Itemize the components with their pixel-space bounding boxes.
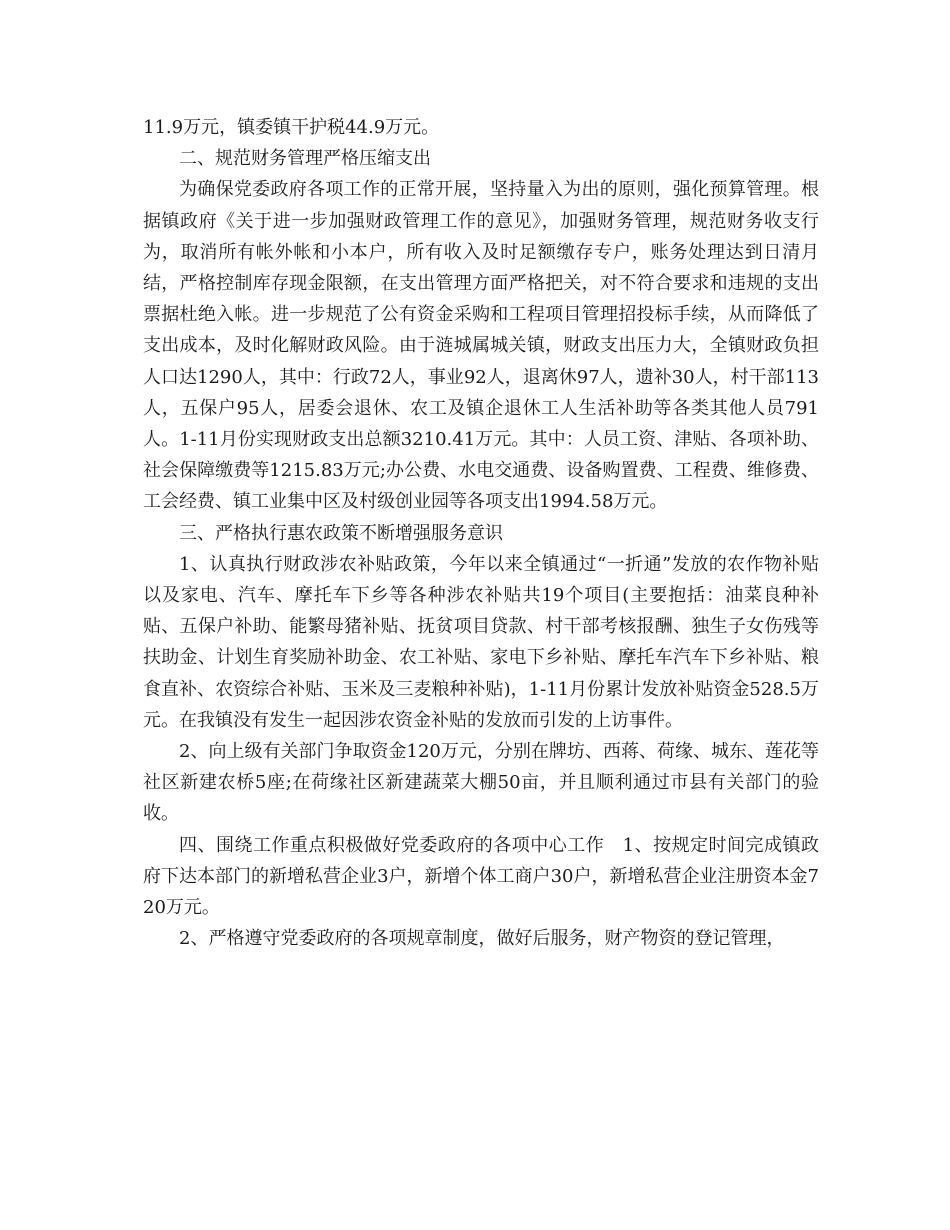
paragraph-finance-management: 为确保党委政府各项工作的正常开展，坚持量入为出的原则，强化预算管理。根据镇政府《关于进一步加强财政管理工作的意见》，加强财务管理，规范财务收支行为，取消所有帐外帐和小本户，所有收入及时足额缴存专户，账务处理达到日清月结，严格控制库存现金限额，在支出管理方面严格把关，对不符合要求和违规的支出票据杜绝入帐。进一步规范了公有资金采购和工程项目管理招投标手续，从而降低了支出成本，及时化解财政风险。由于涟城属城关镇，财政支出压力大，全镇财政负担人口达1290人，其中：行政72人，事业92人，退离休97人，遗补30人，村干部113人，五保户95人，居委会退休、农工及镇企退休工人生活补助等各类其他人员791人。1-11月份实现财政支出总额3210.41万元。其中：人员工资、津贴、各项补助、社会保障缴费等1215.83万元;办公费、水电交通费、设备购置费、工程费、维修费、工会经费、镇工业集中区及村级创业园等各项支出1994.58万元。 bbox=[143, 179, 819, 513]
heading-section-3: 三、严格执行惠农政策不断增强服务意识 bbox=[179, 522, 503, 544]
paragraph-tax-summary: 11.9万元，镇委镇干护税44.9万元。 bbox=[143, 117, 440, 138]
paragraph-funding-projects: 2、向上级有关部门争取资金120万元，分别在牌坊、西蒋、荷缘、城东、莲花等社区新建农桥5座;在荷缘社区新建蔬菜大棚50亩，并且顺利通过市县有关部门的验收。 bbox=[143, 741, 819, 825]
heading-section-2: 二、规范财务管理严格压缩支出 bbox=[179, 148, 431, 170]
document-body bbox=[143, 112, 819, 954]
paragraph-subsidy-policy: 1、认真执行财政涉农补贴政策，今年以来全镇通过“一折通”发放的农作物补贴以及家电、汽车、摩托车下乡等各种涉农补贴共19个项目(主要抱括：油菜良种补贴、五保户补助、能繁母猪补贴、抚贫项目贷款、村干部考核报酬、独生子女伤残等扶助金、计划生育奖励补助金、农工补贴、家电下乡补贴、摩托车汽车下乡补贴、粮食直补、农资综合补贴、玉米及三麦粮种补贴)，1-11月份累计发放补贴资金528.5万元。在我镇没有发生一起因涉农资金补贴的发放而引发的上访事件。 bbox=[143, 553, 819, 731]
paragraph-regulations: 2、严格遵守党委政府的各项规章制度，做好后服务，财产物资的登记管理， bbox=[179, 928, 785, 950]
heading-section-4: 四、围绕工作重点积极做好党委政府的各项中心工作 1、按规定时间完成镇政府下达本部门的新增私营企业3户，新增个体工商户30户，新增私营企业注册资本金720万元。 bbox=[143, 834, 819, 919]
